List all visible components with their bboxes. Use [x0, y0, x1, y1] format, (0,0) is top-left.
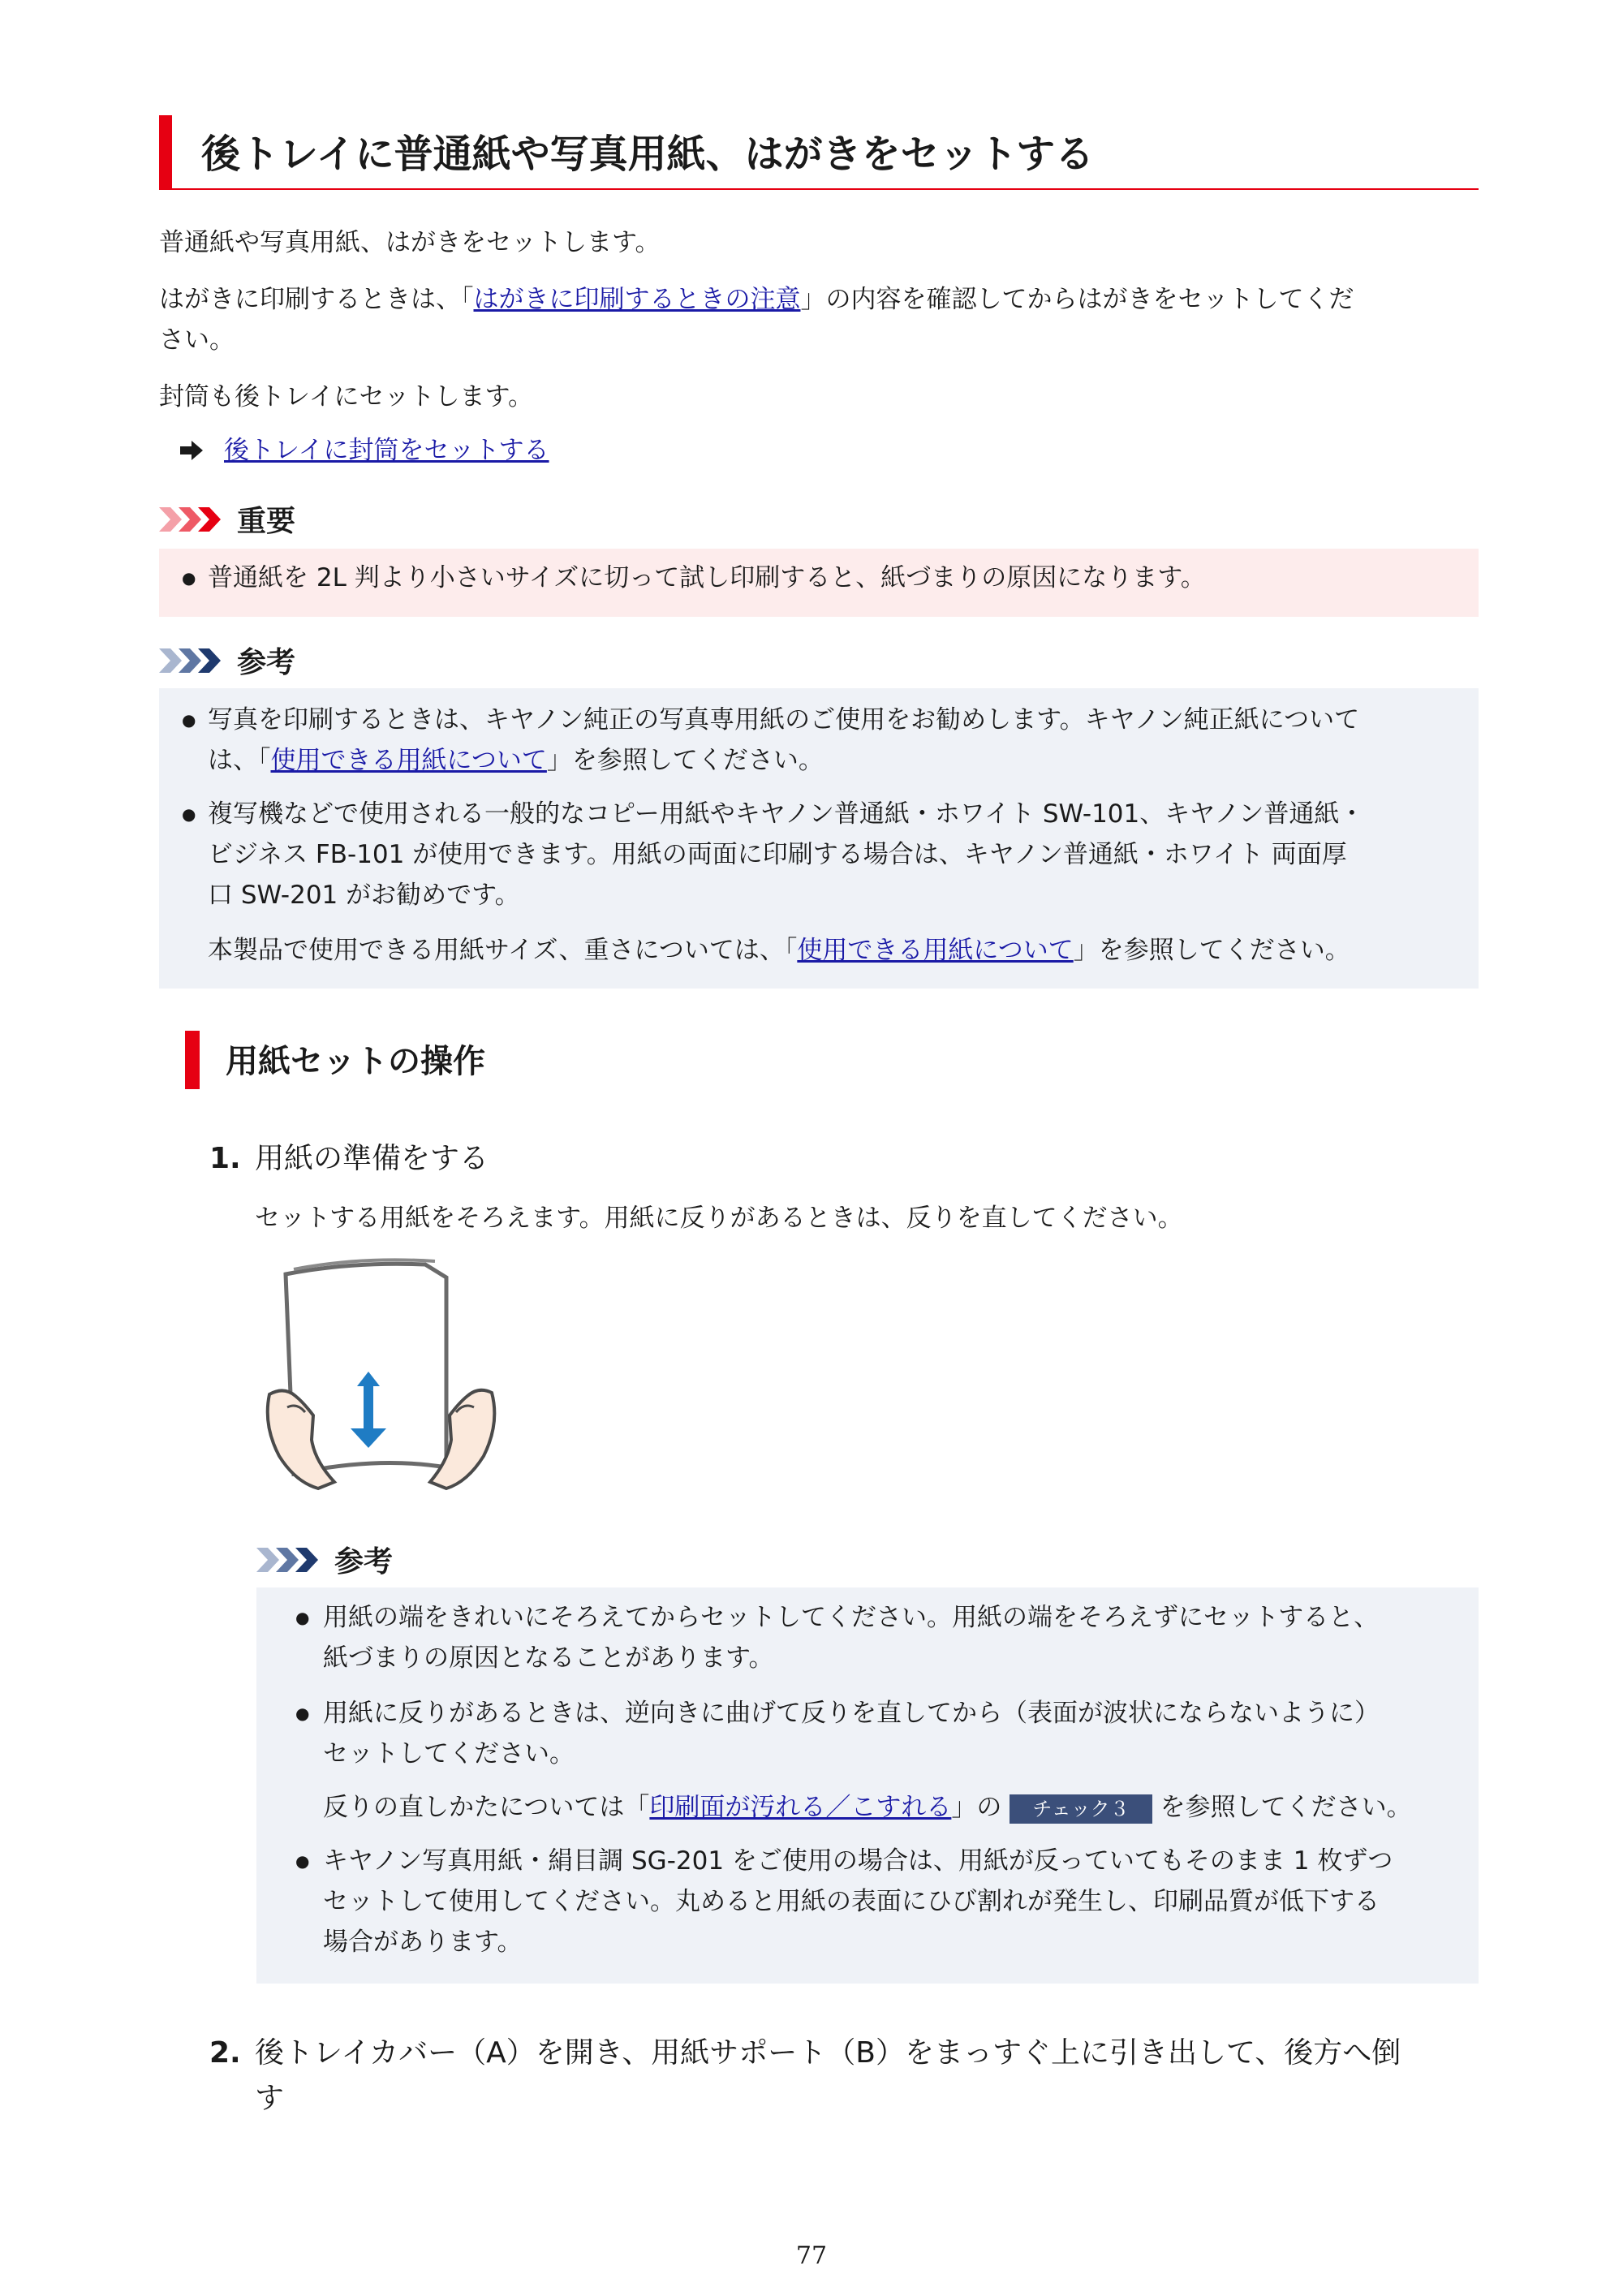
paper-flex-illustration: [255, 1256, 506, 1511]
intro-line-2-post: 」の内容を確認してからはがきをセットしてくだ: [800, 285, 1354, 314]
note2-para-post: を参照してください。: [1160, 1793, 1412, 1822]
print-dirty-link[interactable]: 印刷面が汚れる／こすれる: [649, 1793, 952, 1822]
important-title: 重要: [237, 505, 296, 538]
envelope-link[interactable]: 後トレイに封筒をセットする: [224, 436, 549, 465]
navy-chevrons-icon: [256, 1543, 323, 1583]
page-title: 後トレイに普通紙や写真用紙、はがきをセットする: [201, 131, 1095, 177]
envelope-link-row[interactable]: [180, 430, 549, 472]
note2-heading: [256, 1542, 393, 1583]
note2-item3-line3: 場合があります。: [323, 1928, 523, 1957]
intro-line-3: 封筒も後トレイにセットします。: [159, 382, 533, 411]
note1-item2-line2: ビジネス FB-101 が使用できます。用紙の両面に印刷する場合は、キヤノン普通紙・ホワイト 両面厚: [208, 840, 1347, 869]
note2-item1-line1: 用紙の端をきれいにそろえてからセットしてください。用紙の端をそろえずにセットすると、: [323, 1603, 1380, 1632]
note1-item2-para: [208, 930, 1350, 971]
heading-underline: [159, 188, 1479, 190]
note2-para-pre: 反りの直しかたについては「: [323, 1793, 650, 1822]
note2-item2-para: [323, 1787, 1412, 1828]
important-heading: [159, 502, 295, 543]
navy-chevrons-icon: [159, 644, 226, 684]
note2-item3-line1: キヤノン写真用紙・絹目調 SG-201 をご使用の場合は、用紙が反っていてもそのまま 1 枚ずつ: [323, 1846, 1393, 1876]
intro-line-2: [159, 279, 1354, 320]
page-number: 77: [795, 2242, 828, 2270]
note1-para-post: 」を参照してください。: [1073, 936, 1350, 965]
usable-paper-link[interactable]: 使用できる用紙について: [270, 746, 547, 775]
note2-item2-line2: セットしてください。: [323, 1739, 575, 1768]
step-2-title-line2: す: [255, 2082, 285, 2115]
right-arrow-icon: [180, 432, 203, 472]
bullet: ●: [182, 568, 196, 588]
intro-line-1: 普通紙や写真用紙、はがきをセットします。: [159, 228, 661, 257]
heading-accent-bar: [159, 115, 172, 190]
note1-item1-line1: 写真を印刷するときは、キヤノン純正の写真専用紙のご使用をお勧めします。キヤノン純正紙について: [208, 705, 1360, 734]
note1-item1-post: 」を参照してください。: [546, 746, 824, 775]
usable-paper-link-2[interactable]: 使用できる用紙について: [797, 936, 1074, 965]
step-2-number: 2.: [209, 2036, 241, 2070]
note1-item1-line2: [208, 740, 824, 781]
red-chevrons-icon: [159, 502, 226, 543]
note1-item2-line1: 複写機などで使用される一般的なコピー用紙やキヤノン普通紙・ホワイト SW-101、キヤノン普通紙・: [208, 799, 1365, 829]
step-1-desc: セットする用紙をそろえます。用紙に反りがあるときは、反りを直してください。: [255, 1204, 1183, 1233]
step-2-title-line1: 後トレイカバー（A）を開き、用紙サポート（B）をまっすぐ上に引き出して、後方へ倒: [255, 2036, 1401, 2070]
note-heading: [159, 643, 295, 684]
note2-item1-line2: 紙づまりの原因となることがあります。: [323, 1643, 774, 1673]
check-3-badge[interactable]: チェック３: [1010, 1794, 1152, 1824]
note-title: 参考: [237, 646, 296, 679]
step-1-title: 用紙の準備をする: [255, 1142, 489, 1175]
bullet: ●: [295, 1704, 310, 1723]
section-accent-bar: [185, 1031, 200, 1089]
step-1-number: 1.: [209, 1142, 241, 1175]
bullet: ●: [295, 1851, 310, 1871]
note2-item2-line1: 用紙に反りがあるときは、逆向きに曲げて反りを直してから（表面が波状にならないように）: [323, 1699, 1380, 1728]
note2-item3-line2: セットして使用してください。丸めると用紙の表面にひび割れが発生し、印刷品質が低下する: [323, 1887, 1380, 1916]
note1-item2-line3: 口 SW-201 がお勧めです。: [208, 881, 520, 910]
intro-line-2-cont: さい。: [159, 325, 235, 355]
section-title: 用紙セットの操作: [226, 1043, 485, 1080]
postcard-notes-link[interactable]: はがきに印刷するときの注意: [473, 285, 801, 314]
bullet: ●: [182, 804, 196, 824]
intro-line-2-pre: はがきに印刷するときは、「: [159, 285, 474, 314]
note1-para-pre: 本製品で使用できる用紙サイズ、重さについては、「: [208, 936, 798, 965]
bullet: ●: [182, 710, 196, 730]
note2-title: 参考: [334, 1545, 394, 1579]
important-item-1: 普通紙を 2L 判より小さいサイズに切って試し印刷すると、紙づまりの原因になります。: [208, 563, 1206, 592]
bullet: ●: [295, 1608, 310, 1627]
note1-item1-pre: は、「: [208, 746, 271, 775]
note2-para-mid: 」の: [951, 1793, 1002, 1822]
